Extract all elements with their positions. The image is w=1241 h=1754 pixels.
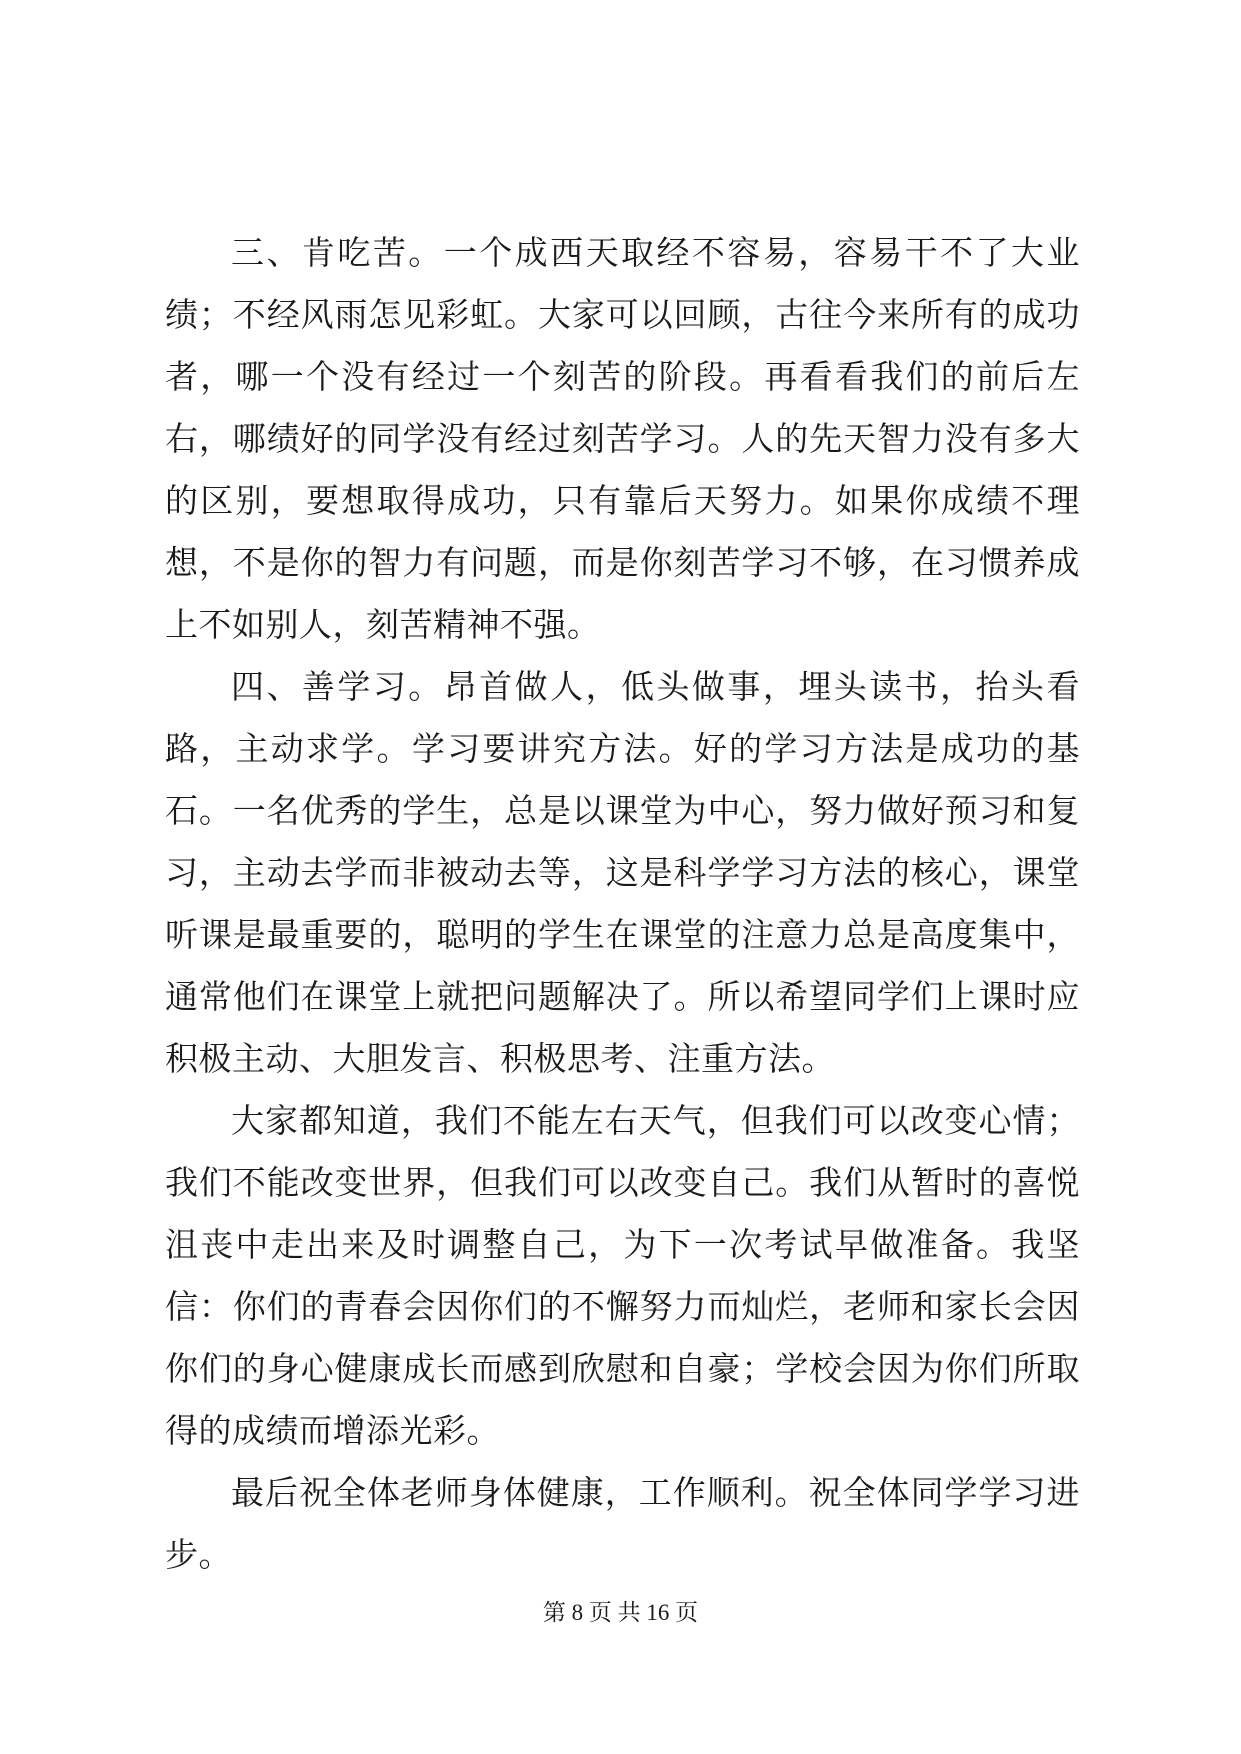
paragraph-hard-work: 三、肯吃苦。一个成西天取经不容易，容易干不了大业绩；不经风雨怎见彩虹。大家可以回顾，古往今来所有的成功者，哪一个没有经过一个刻苦的阶段。再看看我们的前后左右，哪绩好的同学没有经过刻苦学习。人的先天智力没有多大的区别，要想取得成功，只有靠后天努力。如果你成绩不理想，不是你的智力有问题，而是你刻苦学习不够，在习惯养成上不如别人，刻苦精神不强。 <box>165 233 1080 644</box>
paragraph-good-study: 四、善学习。昂首做人，低头做事，埋头读书，抬头看路，主动求学。学习要讲究方法。好的学习方法是成功的基石。一名优秀的学生，总是以课堂为中心，努力做好预习和复习，主动去学而非被动去等，这是科学学习方法的核心，课堂听课是最重要的，聪明的学生在课堂的注意力总是高度集中，通常他们在课堂上就把问题解决了。所以希望同学们上课时应积极主动、大胆发言、积极思考、注重方法。 <box>165 667 1080 1078</box>
page-number-footer: 第 8 页 共 16 页 <box>542 1600 699 1625</box>
paragraph-closing-wishes: 最后祝全体老师身体健康，工作顺利。祝全体同学学习进步。 <box>165 1473 1080 1574</box>
paragraph-mindset: 大家都知道，我们不能左右天气，但我们可以改变心情；我们不能改变世界，但我们可以改变自己。我们从暂时的喜悦沮丧中走出来及时调整自己，为下一次考试早做准备。我坚信：你们的青春会因你们的不懈努力而灿烂，老师和家长会因你们的身心健康成长而感到欣慰和自豪；学校会因为你们所取得的成绩而增添光彩。 <box>165 1101 1080 1450</box>
document-body <box>165 222 1080 1586</box>
